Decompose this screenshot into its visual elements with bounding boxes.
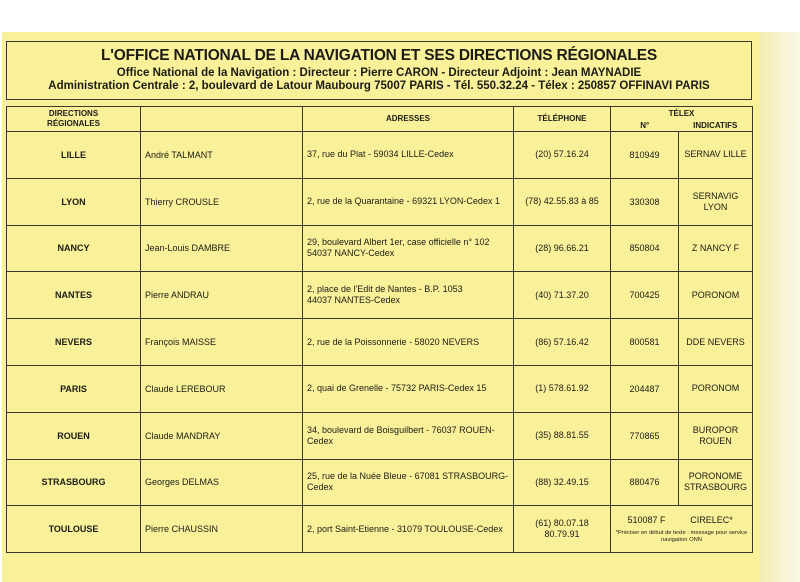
document-title: L'OFFICE NATIONAL DE LA NAVIGATION ET SES DIRECTIONS RÉGIONALES	[101, 47, 657, 64]
telex-indicatif-cell: Z NANCY F	[679, 225, 753, 272]
table-row	[7, 365, 753, 412]
address-cell: 2, port Saint-Etienne - 31079 TOULOUSE-Cedex	[303, 506, 514, 553]
scan-edge	[760, 32, 800, 582]
address-cell: 2, quai de Grenelle - 75732 PARIS-Cedex 15	[303, 365, 514, 412]
region-cell: LILLE	[7, 132, 141, 179]
col-header-telex-number: N°	[611, 120, 679, 132]
telephone-cell: (78) 42.55.83 à 85	[514, 178, 611, 225]
telex-indicatif-cell: PORONOM	[679, 365, 753, 412]
col-header-person	[141, 107, 303, 132]
address-cell: 2, place de l'Edit de Nantes - B.P. 1053 44037 NANTES-Cedex	[303, 272, 514, 319]
table-row	[7, 272, 753, 319]
region-cell: ROUEN	[7, 412, 141, 459]
telex-number-cell: 700425	[611, 272, 679, 319]
document-header	[6, 41, 752, 100]
col-header-directions: DIRECTIONS RÉGIONALES	[7, 107, 141, 132]
telex-indicatif-cell: PORONOME STRASBOURG	[679, 459, 753, 506]
region-cell: STRASBOURG	[7, 459, 141, 506]
person-cell: François MAISSE	[141, 319, 303, 366]
telex-number-cell: 770865	[611, 412, 679, 459]
person-cell: Pierre ANDRAU	[141, 272, 303, 319]
region-cell: NEVERS	[7, 319, 141, 366]
address-cell: 37, rue du Plat - 59034 LILLE-Cedex	[303, 132, 514, 179]
region-cell: LYON	[7, 178, 141, 225]
telephone-cell: (86) 57.16.42	[514, 319, 611, 366]
telephone-cell: (1) 578.61.92	[514, 365, 611, 412]
telex-indicatif-cell: DDE NEVERS	[679, 319, 753, 366]
table-row	[7, 459, 753, 506]
table-row	[7, 132, 753, 179]
col-header-telex-indicatifs: INDICATIFS	[679, 120, 753, 132]
telex-indicatif-cell: PORONOM	[679, 272, 753, 319]
address-cell: 29, boulevard Albert 1er, case officielle n° 102 54037 NANCY-Cedex	[303, 225, 514, 272]
telex-number-cell: 850804	[611, 225, 679, 272]
address-cell: 34, boulevard de Boisguilbert - 76037 ROUEN-Cedex	[303, 412, 514, 459]
region-cell: NANTES	[7, 272, 141, 319]
table-row	[7, 178, 753, 225]
address-cell: 25, rue de la Nuée Bleue - 67081 STRASBOURG-Cedex	[303, 459, 514, 506]
region-cell: PARIS	[7, 365, 141, 412]
directions-table	[6, 106, 753, 553]
person-cell: Thierry CROUSLE	[141, 178, 303, 225]
telephone-cell: (35) 88.81.55	[514, 412, 611, 459]
telephone-cell: (61) 80.07.18 80.79.91	[514, 506, 611, 553]
telex-indicatif-cell: CIRELEC*	[690, 514, 733, 525]
address-cell: 2, rue de la Poissonnerie - 58020 NEVERS	[303, 319, 514, 366]
telephone-cell: (88) 32.49.15	[514, 459, 611, 506]
telex-number-cell: 204487	[611, 365, 679, 412]
telex-number-cell: 880476	[611, 459, 679, 506]
person-cell: André TALMANT	[141, 132, 303, 179]
telephone-cell: (40) 71.37.20	[514, 272, 611, 319]
telex-indicatif-cell: SERNAV LILLE	[679, 132, 753, 179]
telex-indicatif-cell: BUROPOR ROUEN	[679, 412, 753, 459]
region-cell: TOULOUSE	[7, 506, 141, 553]
person-cell: Jean-Louis DAMBRE	[141, 225, 303, 272]
telex-indicatif-cell: SERNAVIG LYON	[679, 178, 753, 225]
table-header-row	[7, 107, 753, 121]
telex-cell-footnote	[611, 506, 753, 553]
table-row	[7, 412, 753, 459]
person-cell: Pierre CHAUSSIN	[141, 506, 303, 553]
table-row	[7, 225, 753, 272]
telex-number-cell: 330308	[611, 178, 679, 225]
footnote: *Préciser en début de texte : message pour service navigation ONN	[615, 529, 748, 543]
table-row	[7, 506, 753, 553]
telephone-cell: (20) 57.16.24	[514, 132, 611, 179]
address-cell: 2, rue de la Quarantaine - 69321 LYON-Cedex 1	[303, 178, 514, 225]
region-cell: NANCY	[7, 225, 141, 272]
telex-number-cell: 510087 F	[627, 514, 666, 525]
col-header-telephone: TÉLÉPHONE	[514, 107, 611, 132]
telex-number-cell: 800581	[611, 319, 679, 366]
person-cell: Claude LEREBOUR	[141, 365, 303, 412]
col-header-adresses: ADRESSES	[303, 107, 514, 132]
telex-number-cell: 810949	[611, 132, 679, 179]
table-row	[7, 319, 753, 366]
person-cell: Claude MANDRAY	[141, 412, 303, 459]
person-cell: Georges DELMAS	[141, 459, 303, 506]
director-line: Office National de la Navigation : Directeur : Pierre CARON - Directeur Adjoint : Jean MAYNADIE	[116, 67, 642, 79]
administration-line: Administration Centrale : 2, boulevard de Latour Maubourg 75007 PARIS - Tél. 550.32.24 - Télex : 250857 OFFINAVI PARIS	[48, 80, 710, 92]
col-header-telex: TÉLEX	[611, 107, 753, 121]
telephone-cell: (28) 96.66.21	[514, 225, 611, 272]
